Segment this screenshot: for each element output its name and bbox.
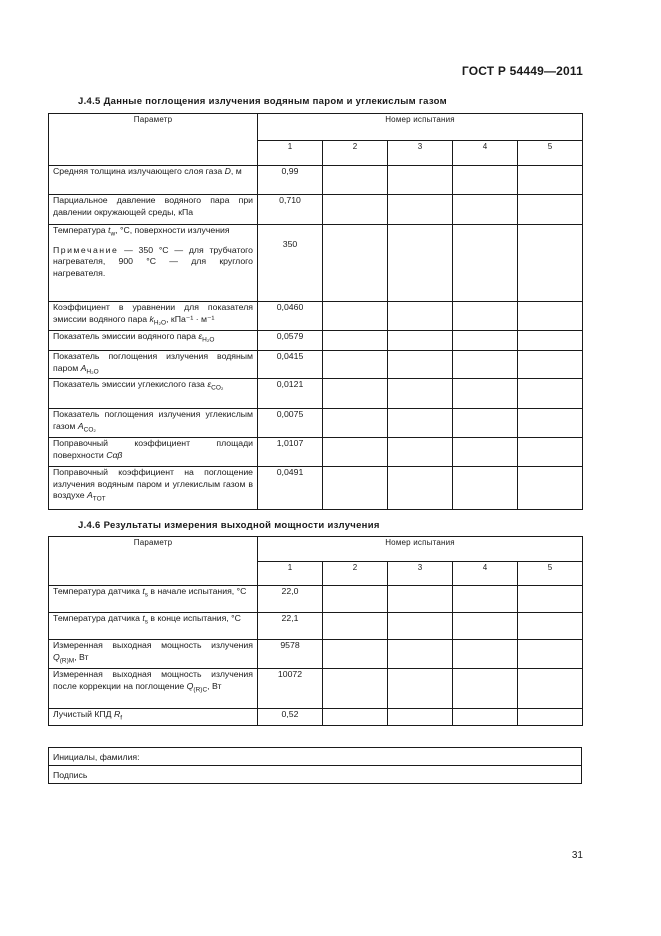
param-cell: Парциальное давление водяного пара при давлении окружающей среды, кПа bbox=[49, 195, 258, 225]
value-cell: 0,710 bbox=[258, 195, 323, 225]
test-number-cell: 2 bbox=[323, 562, 388, 586]
value-cell: 0,0075 bbox=[258, 409, 323, 438]
param-cell: Лучистый КПД $R_f$ bbox=[49, 709, 258, 726]
output-power-table bbox=[48, 536, 583, 726]
test-number-cell: 5 bbox=[518, 141, 583, 166]
param-cell: Показатель эмиссии водяного пара $\varepsilon_{H_2O}$ bbox=[49, 331, 258, 351]
param-cell: Температура датчика $t_s$ в конце испытания, °С bbox=[49, 613, 258, 640]
absorption-data-table bbox=[48, 113, 583, 510]
value-cell: 0,0460 bbox=[258, 302, 323, 331]
test-number-header: Номер испытания bbox=[258, 537, 583, 562]
test-number-header: Номер испытания bbox=[258, 114, 583, 141]
param-cell: Измеренная выходная мощность излучения $Q_{(R)M}$, Вт bbox=[49, 640, 258, 669]
value-cell: 0,0415 bbox=[258, 351, 323, 379]
value-cell: 0,0579 bbox=[258, 331, 323, 351]
test-number-cell: 1 bbox=[258, 141, 323, 166]
value-cell: 22,0 bbox=[258, 586, 323, 613]
test-number-cell: 4 bbox=[453, 141, 518, 166]
table-row bbox=[49, 709, 583, 726]
param-header: Параметр bbox=[49, 537, 258, 586]
test-number-cell: 4 bbox=[453, 562, 518, 586]
test-number-cell: 3 bbox=[388, 562, 453, 586]
param-cell: Поправочный коэффициент на поглощение излучения водяным паром и углекислым газом в воздухе $A_{TOT}$ bbox=[49, 467, 258, 510]
param-cell: Температура датчика $t_s$ в начале испытания, °С bbox=[49, 586, 258, 613]
test-number-cell: 5 bbox=[518, 562, 583, 586]
table-row bbox=[49, 586, 583, 613]
table-row bbox=[49, 669, 583, 709]
param-cell: Средняя толщина излучающего слоя газа D, м bbox=[49, 166, 258, 195]
table-row bbox=[49, 613, 583, 640]
value-cell: 0,52 bbox=[258, 709, 323, 726]
table-row bbox=[49, 438, 583, 467]
table-row bbox=[49, 331, 583, 351]
table-row bbox=[49, 225, 583, 302]
document-code: ГОСТ Р 54449—2011 bbox=[461, 64, 583, 78]
param-cell: Коэффициент в уравнении для показателя эмиссии водяного пара $k_{H_2O}$, кПа⁻¹ · м⁻¹ bbox=[49, 302, 258, 331]
table-row bbox=[49, 379, 583, 409]
name-field[interactable]: Инициалы, фамилия: bbox=[49, 748, 582, 766]
table-row bbox=[49, 166, 583, 195]
value-cell: 22,1 bbox=[258, 613, 323, 640]
value-cell: 9578 bbox=[258, 640, 323, 669]
section-title-absorption: J.4.5 Данные поглощения излучения водяным паром и углекислым газом bbox=[78, 96, 447, 107]
param-cell: Показатель эмиссии углекислого газа $\varepsilon_{CO_2}$ bbox=[49, 379, 258, 409]
value-cell: 1,0107 bbox=[258, 438, 323, 467]
section-title-output-power: J.4.6 Результаты измерения выходной мощности излучения bbox=[78, 520, 380, 531]
table-row bbox=[49, 302, 583, 331]
table-row bbox=[49, 195, 583, 225]
value-cell: 10072 bbox=[258, 669, 323, 709]
signature-table bbox=[48, 747, 582, 784]
note-text: Примечание — 350 °С — для трубчатого нагревателя, 900 °С — для круглого нагревателя. bbox=[53, 244, 253, 278]
table-row bbox=[49, 467, 583, 510]
param-header: Параметр bbox=[49, 114, 258, 166]
table-row bbox=[49, 409, 583, 438]
param-cell: Температура $t_w$, °С, поверхности излучения Примечание — 350 °С — для трубчатого нагревателя, 900 °С — для круглого нагревателя. bbox=[49, 225, 258, 302]
signature-field[interactable]: Подпись bbox=[49, 766, 582, 784]
value-cell: 0,0491 bbox=[258, 467, 323, 510]
table-row bbox=[49, 351, 583, 379]
value-cell: 0,0121 bbox=[258, 379, 323, 409]
param-cell: Измеренная выходная мощность излучения после коррекции на поглощение $Q_{(R)C}$, Вт bbox=[49, 669, 258, 709]
test-number-cell: 2 bbox=[323, 141, 388, 166]
param-cell: Показатель поглощения излучения водяным паром $A_{H_2O}$ bbox=[49, 351, 258, 379]
value-cell: 0,99 bbox=[258, 166, 323, 195]
param-cell: Показатель поглощения излучения углекислым газом $A_{CO_2}$ bbox=[49, 409, 258, 438]
value-cell: 350 bbox=[258, 225, 323, 302]
page-number: 31 bbox=[571, 850, 583, 861]
test-number-cell: 1 bbox=[258, 562, 323, 586]
table-row bbox=[49, 640, 583, 669]
test-number-cell: 3 bbox=[388, 141, 453, 166]
param-cell: Поправочный коэффициент площади поверхности Cαβ bbox=[49, 438, 258, 467]
